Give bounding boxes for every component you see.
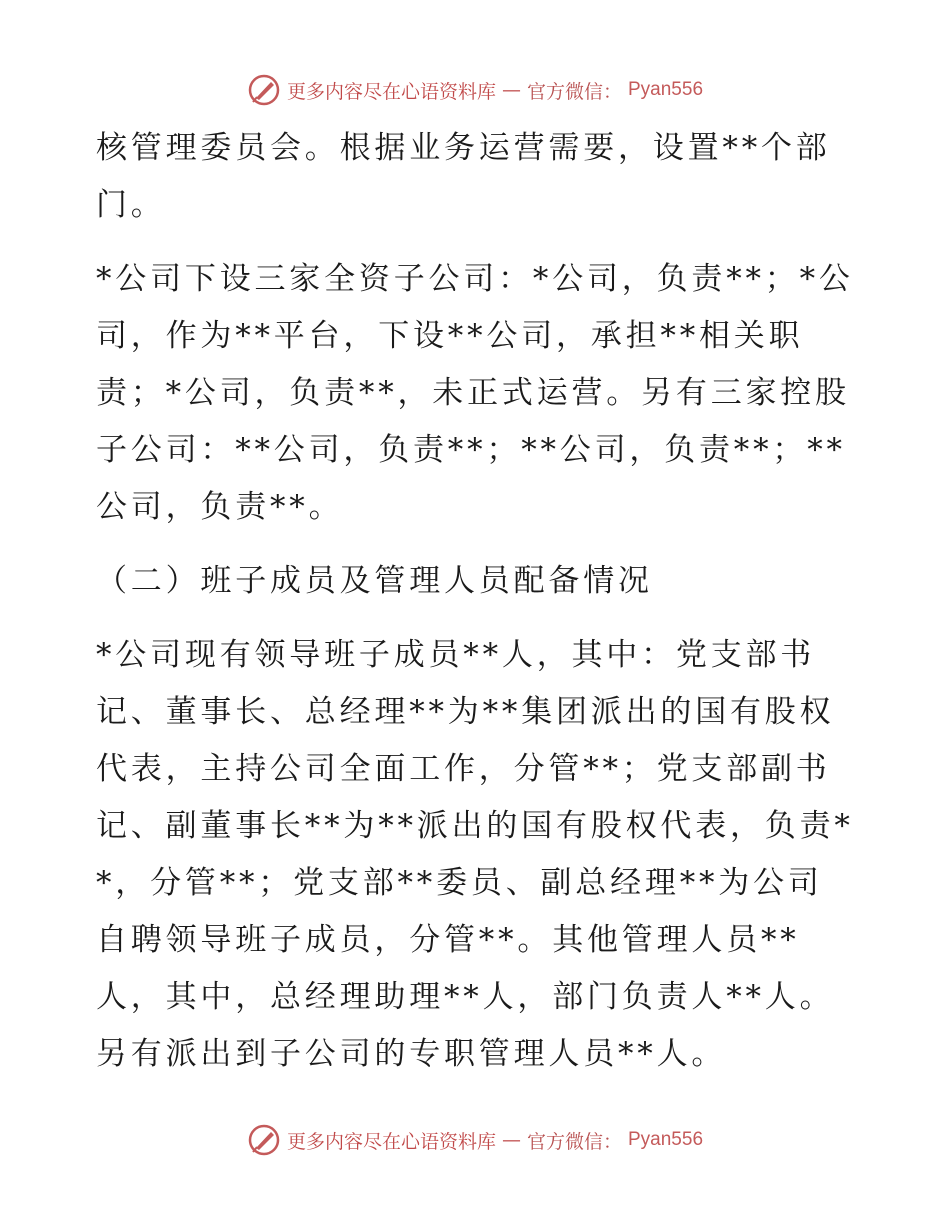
footer-watermark: [0, 1120, 950, 1160]
watermark-brand: 更多内容尽在心语资料库: [286, 1130, 496, 1153]
quill-logo-icon: [247, 1123, 281, 1157]
watermark-label: 官方微信：: [526, 1130, 622, 1153]
document-body: [96, 120, 856, 1083]
paragraph-subsidiaries: *公司下设三家全资子公司：*公司，负责**；*公司，作为**平台，下设**公司，承担**相关职责；*公司，负责**，未正式运营。另有三家控股子公司：**公司，负责**；**公司，负责**；**公司，负责**。: [96, 261, 854, 525]
quill-logo-icon: [247, 73, 281, 107]
paragraph-departments: 核管理委员会。根据业务运营需要，设置**个部门。: [96, 130, 831, 223]
header-watermark: [0, 70, 950, 110]
watermark-brand: 更多内容尽在心语资料库: [286, 80, 496, 103]
section-heading: （二）班子成员及管理人员配备情况: [96, 563, 653, 599]
watermark-wechat-id: Pyan556: [628, 1129, 704, 1150]
watermark-dash: —: [501, 79, 521, 101]
paragraph-leadership: *公司现有领导班子成员**人，其中：党支部书记、董事长、总经理**为**集团派出的国有股权代表，主持公司全面工作，分管**；党支部副书记、副董事长**为**派出的国有股权代表，负责**，分管**；党支部**委员、副总经理**为公司自聘领导班子成员，分管**。其他管理人员**人，其中，总经理助理**人，部门负责人**人。另有派出到子公司的专职管理人员**人。: [96, 637, 854, 1072]
watermark-wechat-id: Pyan556: [628, 79, 704, 100]
watermark-dash: —: [501, 1129, 521, 1151]
watermark-label: 官方微信：: [526, 80, 622, 103]
